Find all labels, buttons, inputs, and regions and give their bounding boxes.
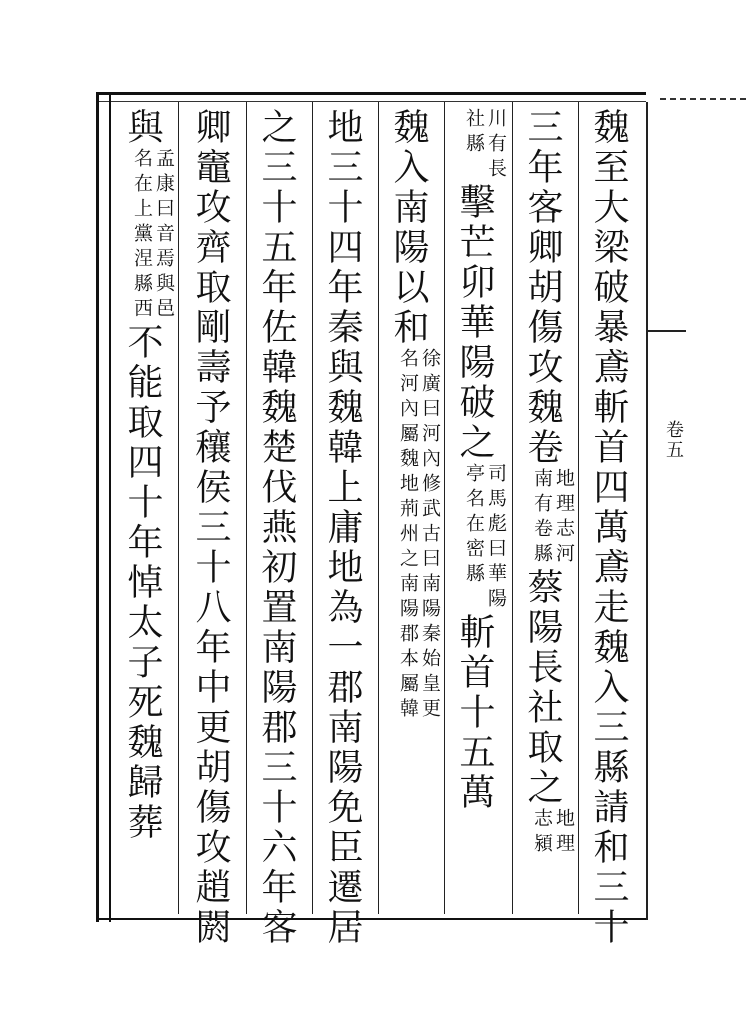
note-line: 亭名在密縣 bbox=[463, 463, 485, 588]
juan-label: 卷五 bbox=[663, 420, 684, 460]
page-frame-top-right bbox=[660, 98, 746, 104]
main-text: 魏入南陽以和 bbox=[388, 108, 429, 348]
main-text: 卿竈攻齊取剛壽予穰侯三十八年中更胡傷攻趙閼 bbox=[190, 108, 231, 948]
note-line: 社縣 bbox=[463, 108, 485, 158]
note-line: 地理 bbox=[553, 808, 575, 858]
main-text: 之三十五年佐韓魏楚伐燕初置南陽郡三十六年客 bbox=[256, 108, 297, 948]
note-line: 名河內屬魏地荊州之南陽郡本屬韓 bbox=[397, 348, 419, 723]
column-rule bbox=[178, 102, 179, 914]
commentary-note bbox=[463, 463, 507, 613]
center-gutter-line bbox=[646, 102, 648, 920]
text-column-6 bbox=[254, 108, 298, 948]
note-line: 徐廣曰河內修武古曰南陽秦始皇更 bbox=[419, 348, 441, 723]
main-text: 斬首十五萬 bbox=[454, 613, 495, 813]
main-text: 魏至大梁破暴鳶斬首四萬鳶走魏入三縣請和三十 bbox=[588, 108, 629, 948]
commentary-note bbox=[531, 808, 575, 858]
text-column-5 bbox=[320, 108, 364, 948]
commentary-note bbox=[463, 108, 507, 183]
text-column-4 bbox=[386, 108, 441, 723]
text-column-1 bbox=[586, 108, 630, 948]
fishtail-mark bbox=[646, 330, 686, 362]
note-line: 地理志河 bbox=[553, 468, 575, 568]
main-text: 與 bbox=[122, 108, 163, 148]
note-line: 南有卷縣 bbox=[531, 468, 553, 568]
text-column-8 bbox=[120, 108, 175, 843]
column-rule bbox=[246, 102, 247, 914]
text-column-3 bbox=[452, 108, 507, 813]
main-text: 蔡陽長社取之 bbox=[522, 568, 563, 808]
page-frame-left bbox=[96, 92, 111, 922]
note-line: 孟康曰音焉與邑 bbox=[153, 148, 175, 323]
note-line: 志潁 bbox=[531, 808, 553, 858]
column-rule bbox=[312, 102, 313, 914]
note-line: 名在上黨涅縣西 bbox=[131, 148, 153, 323]
main-text: 擊芒卯華陽破之 bbox=[454, 183, 495, 463]
commentary-note bbox=[131, 148, 175, 323]
note-line: 川有長 bbox=[485, 108, 507, 183]
note-line: 司馬彪曰華陽 bbox=[485, 463, 507, 613]
page-frame-bottom bbox=[98, 918, 646, 924]
column-rule bbox=[512, 102, 513, 914]
main-text: 三年客卿胡傷攻魏卷 bbox=[522, 108, 563, 468]
page-frame-top bbox=[98, 92, 646, 102]
commentary-note bbox=[531, 468, 575, 568]
main-text: 地三十四年秦與魏韓上庸地為一郡南陽免臣遷居 bbox=[322, 108, 363, 948]
column-rule bbox=[378, 102, 379, 914]
commentary-note bbox=[397, 348, 441, 723]
column-rule bbox=[444, 102, 445, 914]
column-rule bbox=[578, 102, 579, 914]
text-column-7 bbox=[188, 108, 232, 948]
text-column-2 bbox=[520, 108, 575, 858]
main-text: 不能取四十年悼太子死魏歸葬 bbox=[122, 323, 163, 843]
